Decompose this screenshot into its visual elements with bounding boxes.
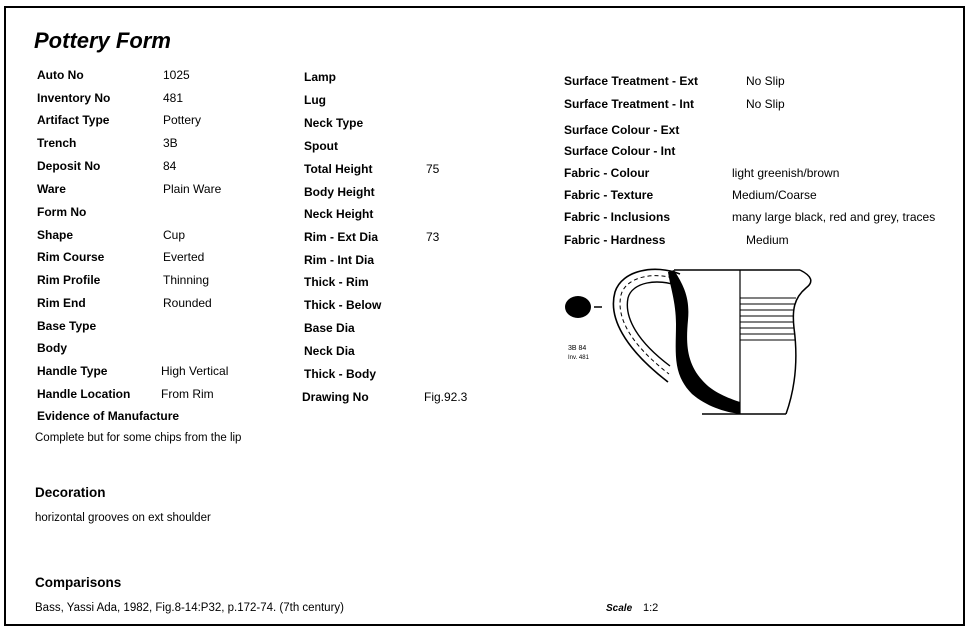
thick-rim-label: Thick - Rim (304, 275, 369, 289)
handle-outline (613, 269, 680, 382)
ware-label: Ware (37, 182, 66, 196)
scale-label: Scale (606, 603, 633, 614)
surface-treatment-ext-value: No Slip (746, 74, 785, 88)
body-height-label: Body Height (304, 185, 375, 199)
rim-ext-dia-label: Rim - Ext Dia (304, 230, 379, 244)
drawing-note-line2: Inv. 481 (568, 355, 589, 361)
pottery-drawing (560, 262, 820, 427)
spout-label: Spout (304, 139, 338, 153)
shape-label: Shape (37, 228, 74, 242)
evidence-text: Complete but for some chips from the lip (35, 432, 242, 444)
rim-course-label: Rim Course (37, 250, 105, 264)
neck-dia-label: Neck Dia (304, 344, 355, 358)
handle-type-value: High Vertical (161, 364, 229, 378)
comparisons-heading: Comparisons (35, 575, 122, 590)
drawing-no-label: Drawing No (302, 390, 369, 404)
fabric-texture-value: Medium/Coarse (732, 188, 817, 202)
trench-label: Trench (37, 136, 77, 150)
shoulder-grooves (740, 298, 796, 340)
surface-treatment-int-label: Surface Treatment - Int (564, 97, 695, 111)
rim-profile-value: Thinning (163, 273, 210, 287)
artifact-type-label: Artifact Type (37, 113, 110, 127)
wall-section (668, 270, 740, 414)
surface-treatment-int-value: No Slip (746, 97, 785, 111)
surface-colour-ext-label: Surface Colour - Ext (564, 123, 680, 137)
shape-value: Cup (163, 228, 186, 242)
neck-height-label: Neck Height (304, 207, 374, 221)
auto-no-label: Auto No (37, 68, 84, 82)
total-height-label: Total Height (304, 162, 373, 176)
handle-location-value: From Rim (161, 387, 214, 401)
fabric-colour-label: Fabric - Colour (564, 166, 650, 180)
trench-value: 3B (163, 136, 178, 150)
form-title: Pottery Form (34, 28, 171, 53)
rim-end-label: Rim End (37, 296, 86, 310)
thick-body-label: Thick - Body (304, 367, 377, 381)
inventory-no-label: Inventory No (37, 91, 111, 105)
comparisons-text: Bass, Yassi Ada, 1982, Fig.8-14:P32, p.172-74. (7th century) (35, 602, 344, 614)
surface-treatment-ext-label: Surface Treatment - Ext (564, 74, 699, 88)
lamp-label: Lamp (304, 70, 337, 84)
auto-no-value: 1025 (163, 68, 190, 82)
handle-type-label: Handle Type (37, 364, 108, 378)
outer-profile (786, 270, 811, 414)
rim-profile-label: Rim Profile (37, 273, 101, 287)
base-type-label: Base Type (37, 319, 97, 333)
fabric-inclusions-label: Fabric - Inclusions (564, 210, 671, 224)
drawing-no-value: Fig.92.3 (424, 390, 468, 404)
deposit-no-value: 84 (163, 159, 177, 173)
rim-int-dia-label: Rim - Int Dia (304, 253, 375, 267)
rim-ext-dia-value: 73 (426, 230, 440, 244)
total-height-value: 75 (426, 162, 440, 176)
deposit-no-label: Deposit No (37, 159, 101, 173)
body-label: Body (37, 341, 67, 355)
artifact-type-value: Pottery (163, 113, 202, 127)
rim-course-value: Everted (163, 250, 205, 264)
decoration-text: horizontal grooves on ext shoulder (35, 512, 211, 524)
thick-below-label: Thick - Below (304, 298, 382, 312)
lug-label: Lug (304, 93, 326, 107)
surface-colour-int-label: Surface Colour - Int (564, 144, 676, 158)
fabric-colour-value: light greenish/brown (732, 166, 840, 180)
fabric-inclusions-value: many large black, red and grey, traces (732, 210, 936, 224)
evidence-heading: Evidence of Manufacture (37, 409, 180, 423)
fabric-hardness-value: Medium (746, 233, 789, 247)
drawing-note-line1: 3B 84 (568, 345, 587, 352)
fabric-texture-label: Fabric - Texture (564, 188, 654, 202)
base-dia-label: Base Dia (304, 321, 355, 335)
inventory-no-value: 481 (163, 91, 184, 105)
fabric-hardness-label: Fabric - Hardness (564, 233, 666, 247)
handle-location-label: Handle Location (37, 387, 131, 401)
handle-section-icon (565, 296, 591, 318)
form-frame (4, 6, 965, 626)
scale-value: 1:2 (643, 602, 659, 614)
rim-end-value: Rounded (163, 296, 212, 310)
decoration-heading: Decoration (35, 485, 106, 500)
neck-type-label: Neck Type (304, 116, 364, 130)
ware-value: Plain Ware (163, 182, 222, 196)
cup-profile-drawing (560, 262, 820, 422)
form-no-label: Form No (37, 205, 87, 219)
